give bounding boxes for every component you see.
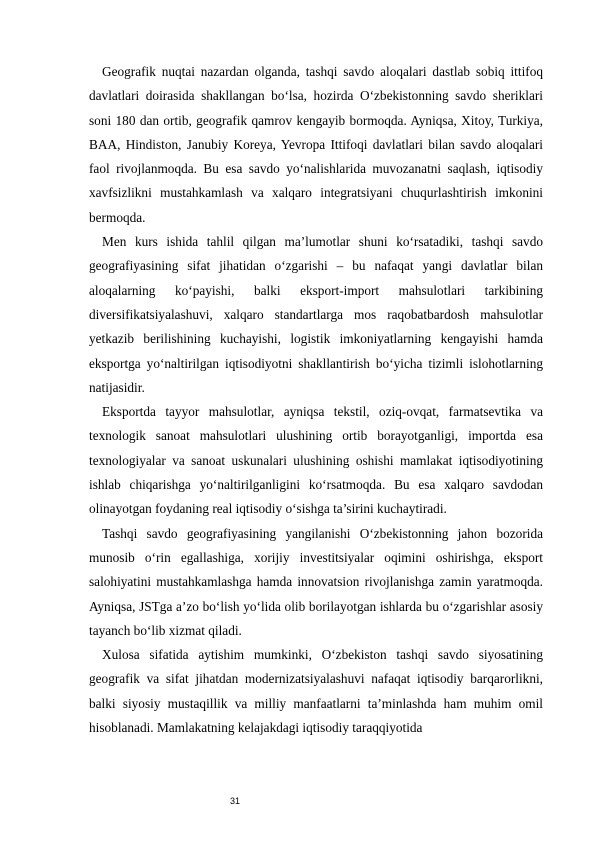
paragraph-analysis-findings: Men kurs ishida tahlil qilgan ma’lumotlar shuni ko‘rsatadiki, tashqi savdo geografiyasining sifat jihatidan o‘zgarishi – bu nafaqat yangi davlatlar bilan aloqalarning ko‘payishi, balki eksport-import mahsulotlari tarkibining diversifikatsiyalashuvi, xalqaro standartlarga mos raqobatbardosh mahsulotlar yetkazib berilishining kuchayishi, logistik imkoniyatlarning kengayishi hamda eksportga yo‘naltirilgan iqtisodiyotni shakllantirish bo‘yicha tizimli islohotlarning natijasidir. — [89, 234, 543, 395]
paragraph-geography-renewal: Tashqi savdo geografiyasining yangilanishi O‘zbekistonning jahon bozorida munosib o‘rin egallashiga, xorijiy investitsiyalar oqimini oshirishga, eksport salohiyatini mustahkamlashga hamda innovatsion rivojlanishga zamin yaratmoqda. Ayniqsa, JSTga a’zo bo‘lish yo‘lida olib borilayotgan ishlarda bu o‘zgarishlar asosiy tayanch bo‘lib xizmat qiladi. — [89, 525, 543, 638]
paragraph-export-structure: Eksportda tayyor mahsulotlar, ayniqsa tekstil, oziq-ovqat, farmatsevtika va texnologik sanoat mahsulotlari ulushining ortib borayotganligi, importda esa texnologiyalar va sanoat uskunalari ulushining oshishi mamlakat iqtisodiyotining ishlab chiqarishga yo‘naltirilganligini ko‘rsatmoqda. Bu esa xalqaro savdodan olinayotgan foydaning real iqtisodiy o‘sishga ta’sirini kuchaytiradi. — [89, 404, 543, 517]
paragraph-conclusion: Xulosa sifatida aytishim mumkinki, O‘zbekiston tashqi savdo siyosatining geografik va sifat jihatdan modernizatsiyalashuvi nafaqat iqtisodiy barqarorlikni, balki siyosiy mustaqillik va milliy manfaatlarni ta’minlashda ham muhim omil hisoblanadi. Mamlakatning kelajakdagi iqtisodiy taraqqiyotida — [89, 647, 543, 736]
document-body — [89, 60, 543, 740]
paragraph-geographic-view: Geografik nuqtai nazardan olganda, tashqi savdo aloqalari dastlab sobiq ittifoq davlatlari doirasida shakllangan bo‘lsa, hozirda O‘zbekistonning savdo sheriklari soni 180 dan ortib, geografik qamrov kengayib bormoqda. Ayniqsa, Xitoy, Turkiya, BAA, Hindiston, Janubiy Koreya, Yevropa Ittifoqi davlatlari bilan savdo aloqalari faol rivojlanmoqda. Bu esa savdo yo‘nalishlarida muvozanatni saqlash, iqtisodiy xavfsizlikni mustahkamlash va xalqaro integratsiyani chuqurlashtirish imkonini bermoqda. — [89, 64, 543, 225]
page-number: 31 — [230, 796, 241, 806]
